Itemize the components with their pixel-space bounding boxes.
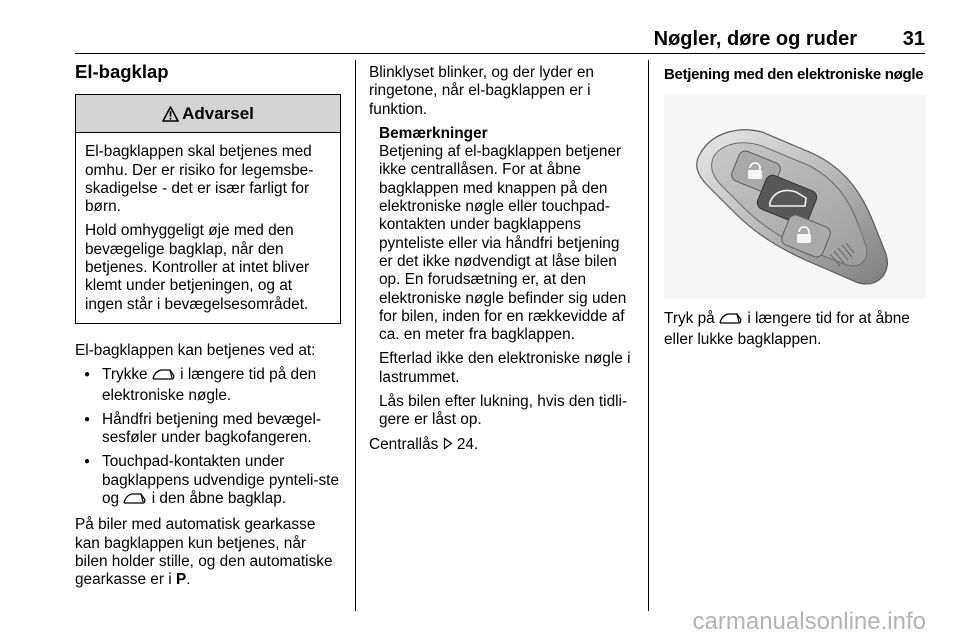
paragraph: Tryk på i længere tid for at åbne eller lukke bagklappen. xyxy=(664,310,910,348)
list-item xyxy=(75,411,341,448)
caption-heading: Betjening med den elektroniske nøgle xyxy=(664,66,924,83)
note-block xyxy=(369,125,634,430)
column-right xyxy=(664,66,928,355)
note-paragraph: Efterlad ikke den elektroniske nøgle i lastrummet. xyxy=(379,350,631,386)
note-paragraph: Lås bilen efter lukning, hvis den tidli-gere er låst op. xyxy=(379,393,628,429)
list-item-text: Håndfri betjening med bevægel-sesføler under bagkofangeren. xyxy=(102,410,322,447)
tailgate-icon xyxy=(152,368,176,386)
watermark: carmanualsonline.info xyxy=(692,608,926,635)
operation-list xyxy=(75,366,341,510)
header-title: Nøgler, døre og ruder xyxy=(653,28,857,50)
note-heading: Bemærkninger xyxy=(379,124,488,142)
warning-box xyxy=(75,94,341,324)
warning-title: Advarsel xyxy=(182,104,254,124)
warning-paragraph: El-bagklappen skal betjenes med omhu. Der er risiko for legemsbe-skadigelse - det er især farligt for børn. xyxy=(85,143,314,216)
page-number: 31 xyxy=(902,28,925,50)
page-reference-arrow-icon xyxy=(443,437,453,455)
paragraph: Blinklyset blinker, og der lyder en ringetone, når el-bagklappen er i funktion. xyxy=(369,64,594,118)
automatic-gearbox-text: På biler med automatisk gearkasse kan bagklappen kun betjenes, når bilen holder stille, og den automatiske gearkasse er i P. xyxy=(75,516,333,589)
warning-header xyxy=(76,95,340,133)
bullet-icon: ● xyxy=(84,456,91,468)
header-rule xyxy=(75,53,925,54)
list-item-text: i længere tid på den elektroniske nøgle. xyxy=(102,366,317,404)
warning-paragraph: Hold omhyggeligt øje med den bevægelige bagklap, når den betjenes. Kontroller at intet bliver klemt under betjeningen, og at ingen står i bevægelsesområdet. xyxy=(85,222,310,313)
section-heading: El-bagklap xyxy=(75,61,169,82)
reference-label: Centrallås xyxy=(369,435,439,453)
reference-page: 24. xyxy=(456,435,479,453)
note-paragraph: Betjening af el-bagklappen betjener ikke centrallåsen. For at åbne bagklappen med knappen på den elektroniske nøgle eller touchpad-kontakten under bagklappens pynteliste eller via håndfri betjening er det ikke nødvendigt at låse bilen op. En forudsætning er, at den elektroniske nøgle befinder sig uden for bilen, inden for en rækkevidde af ca. en meter fra bagklappen. xyxy=(379,143,627,344)
intro-text: El-bagklappen kan betjenes ved at: xyxy=(75,341,316,359)
column-left xyxy=(75,63,341,596)
warning-triangle-icon xyxy=(162,98,179,135)
tailgate-icon xyxy=(123,492,147,510)
gear-position-p: P xyxy=(175,571,187,589)
cross-reference[interactable] xyxy=(369,436,634,455)
electronic-key-fob-image xyxy=(664,94,926,299)
list-item xyxy=(75,453,341,510)
column-middle xyxy=(369,64,634,461)
column-divider xyxy=(355,60,356,611)
warning-body xyxy=(76,133,340,323)
list-item-text: Trykke xyxy=(102,366,148,384)
page-header xyxy=(75,28,925,52)
list-item xyxy=(75,366,341,405)
list-item-text: Touchpad-kontakten under bagklappens udvendige pynteli-ste og xyxy=(102,453,340,508)
bullet-icon: ● xyxy=(84,413,91,425)
list-item-text: i den åbne bagklap. xyxy=(151,490,287,508)
column-divider xyxy=(648,60,649,611)
tailgate-icon xyxy=(719,312,743,330)
bullet-icon: ● xyxy=(84,369,91,381)
